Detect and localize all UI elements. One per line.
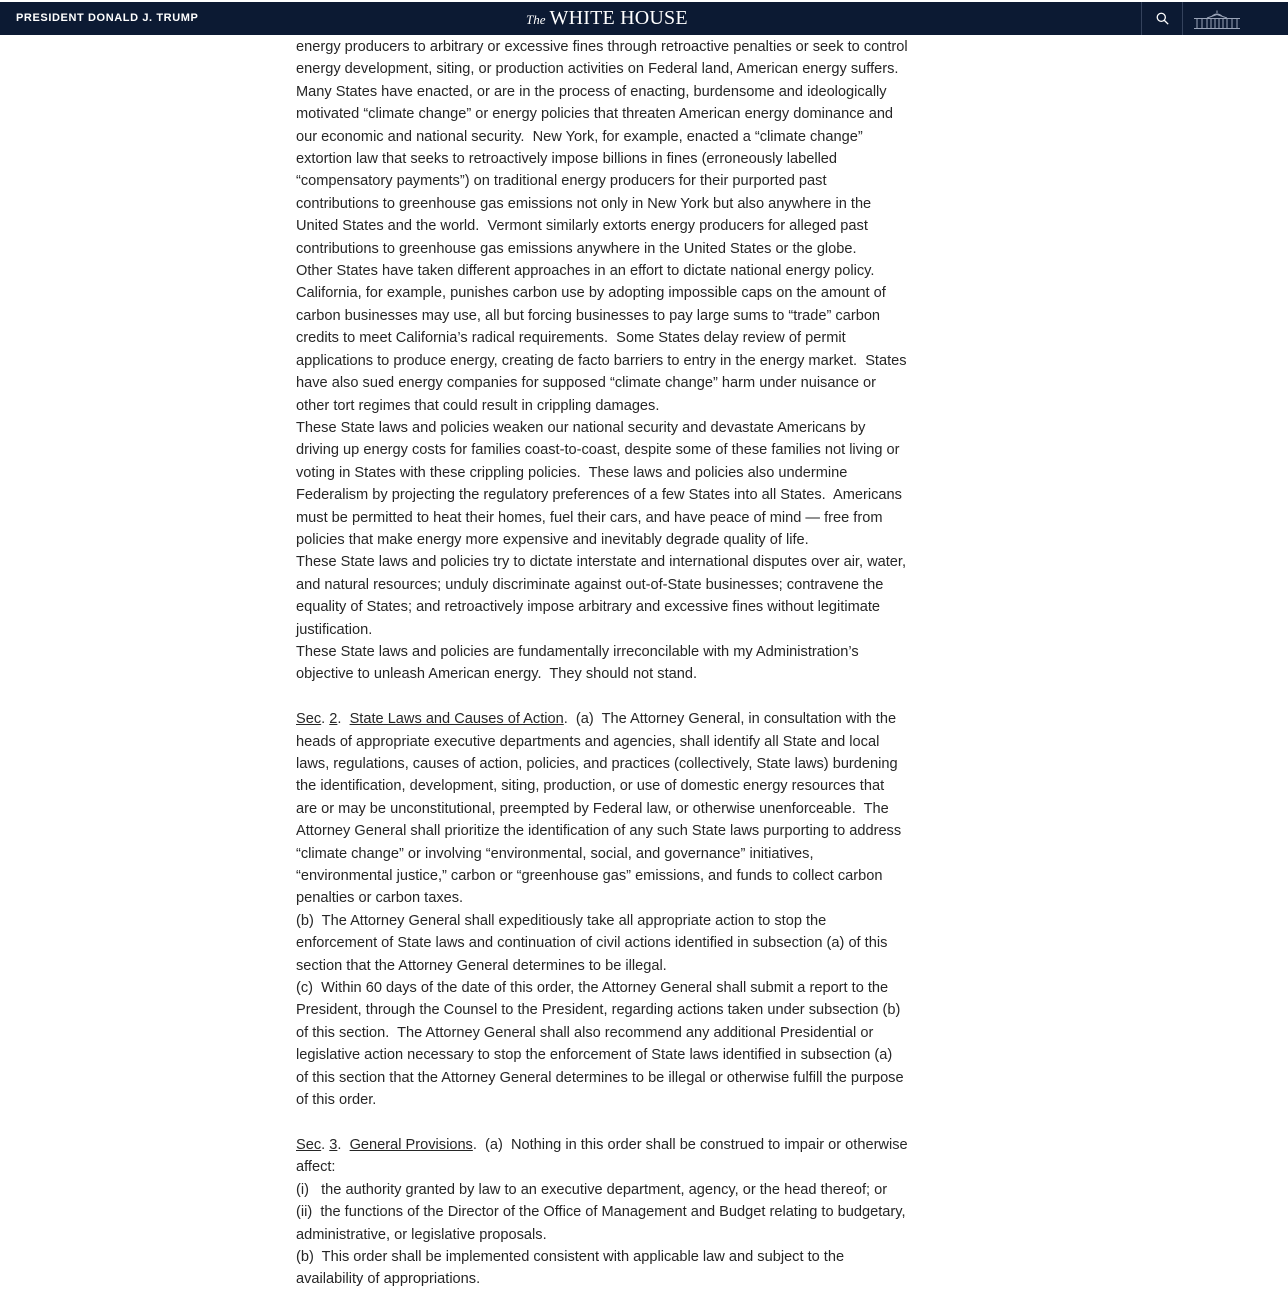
logo-prefix: The — [526, 12, 546, 27]
body-paragraph: These State laws and policies are fundamentally irreconcilable with my Administration’s objective to unleash American energy. They should not stand. — [296, 643, 863, 683]
white-house-building-icon[interactable] — [1193, 10, 1241, 30]
section-3-item-i: (i) the authority granted by law to an executive department, agency, or the head thereof; or — [296, 1181, 888, 1198]
section-2-paragraph-c: (c) Within 60 days of the date of this order, the Attorney General shall submit a report to the President, through the Counsel to the President, regarding actions taken under subsection (b) of this section. The Attorney General shall also recommend any additional Presidential or legislative action necessary to stop the enforcement of State laws identified in subsection (a) of this section that the Attorney General determines to be illegal or otherwise fulfill the purpose of this order. — [296, 980, 908, 1109]
section-3-paragraph-a: Sec. 3. General Provisions. (a) Nothing in this order shall be construed to impair or otherwise affect: — [296, 1136, 912, 1176]
section-3-paragraph-b: (b) This order shall be implemented consistent with applicable law and subject to the availability of appropriations. — [296, 1248, 849, 1288]
top-navigation-bar — [0, 0, 1288, 35]
search-icon — [1156, 12, 1169, 25]
body-paragraph: energy producers to arbitrary or excessive fines through retroactive penalties or seek to control energy development, siting, or production activities on Federal land, American energy suffers. — [296, 39, 912, 78]
section-number: 2 — [329, 711, 338, 728]
section-2-paragraph-a: Sec. 2. State Laws and Causes of Action. (a) The Attorney General, in consultation with the heads of appropriate executive departments and agencies, shall identify all State and local laws, regulations, causes of action, policies, and practices (collectively, State laws) burdening the identification, development, siting, production, or use of domestic energy resources that are or may be unconstitutional, preempted by Federal law, or otherwise unenforceable. The Attorney General shall prioritize the identification of any such State laws purporting to address “climate change” or involving “environmental, social, and governance” initiatives, “environmental justice,” carbon or “greenhouse gas” emissions, and funds to collect carbon penalties or carbon taxes. — [296, 711, 906, 907]
section-text: . (a) Nothing in this order shall be construed to impair or otherwise affect: — [296, 1136, 912, 1176]
section-label: Sec — [296, 1136, 322, 1153]
body-paragraph: Many States have enacted, or are in the process of enacting, burdensome and ideologically motivated “climate change” or energy policies that threaten American energy dominance and our economic and national security. New York, for example, enacted a “climate change” extortion law that seeks to retroactively impose billions in fines (erroneously labelled “compensatory payments”) on traditional energy producers for their purported past contributions to greenhouse gas emissions not only in New York but also anywhere in the United States and the world. Vermont similarly extorts energy producers for alleged past contributions to greenhouse gas emissions anywhere in the United States or the globe. — [296, 83, 898, 257]
logo-main: WHITE HOUSE — [549, 7, 688, 29]
executive-order-body — [296, 36, 912, 1291]
section-number: 3 — [329, 1136, 338, 1153]
body-paragraph: These State laws and policies weaken our national security and devastate Americans by driving up energy costs for families coast-to-coast, despite some of these families not living or voting in States with these crippling policies. These laws and policies also undermine Federalism by projecting the regulatory preferences of a few States into all States. Americans must be permitted to heat their homes, fuel their cars, and have peace of mind — free from policies that make energy more expensive and inevitably degrade quality of life. — [296, 419, 907, 548]
body-paragraph: Other States have taken different approaches in an effort to dictate national energy policy. California, for example, punishes carbon use by adopting impossible caps on the amount of carbon businesses may use, all but forcing businesses to pay large sums to “trade” carbon credits to meet California’s radical requirements. Some States delay review of permit applications to produce energy, creating de facto barriers to entry in the energy market. States have also sued energy companies for supposed “climate change” harm under nuisance or other tort regimes that could result in crippling damages. — [296, 263, 911, 414]
section-title: General Provisions — [349, 1136, 473, 1153]
section-label: Sec — [296, 711, 322, 728]
site-label[interactable]: PRESIDENT DONALD J. TRUMP — [16, 12, 199, 24]
search-button[interactable] — [1141, 2, 1183, 35]
section-3-item-ii: (ii) the functions of the Director of the Office of Management and Budget relating to budgetary, administrative, or legislative proposals. — [296, 1204, 910, 1243]
body-paragraph: These State laws and policies try to dictate interstate and international disputes over air, water, and natural resources; unduly discriminate against out-of-State businesses; contravene the equality of States; and retroactively impose arbitrary and excessive fines without legitimate justification. — [296, 554, 911, 638]
section-text: . (a) The Attorney General, in consultation with the heads of appropriate executive departments and agencies, shall identify all State and local laws, regulations, causes of action, policies, and practices (collectively, State laws) burdening the identification, development, siting, production, or use of domestic energy resources that are or may be unconstitutional, preempted by Federal law, or otherwise unenforceable. The Attorney General shall prioritize the identification of any such State laws purporting to address “climate change” or involving “environmental, social, and governance” initiatives, “environmental justice,” carbon or “greenhouse gas” emissions, and funds to collect carbon penalties or carbon taxes. — [296, 711, 906, 907]
white-house-logo[interactable] — [526, 7, 688, 30]
section-2-paragraph-b: (b) The Attorney General shall expeditiously take all appropriate action to stop the enforcement of State laws and continuation of civil actions identified in subsection (a) of this section that the Attorney General determines to be illegal. — [296, 912, 892, 974]
section-title: State Laws and Causes of Action — [349, 711, 564, 728]
